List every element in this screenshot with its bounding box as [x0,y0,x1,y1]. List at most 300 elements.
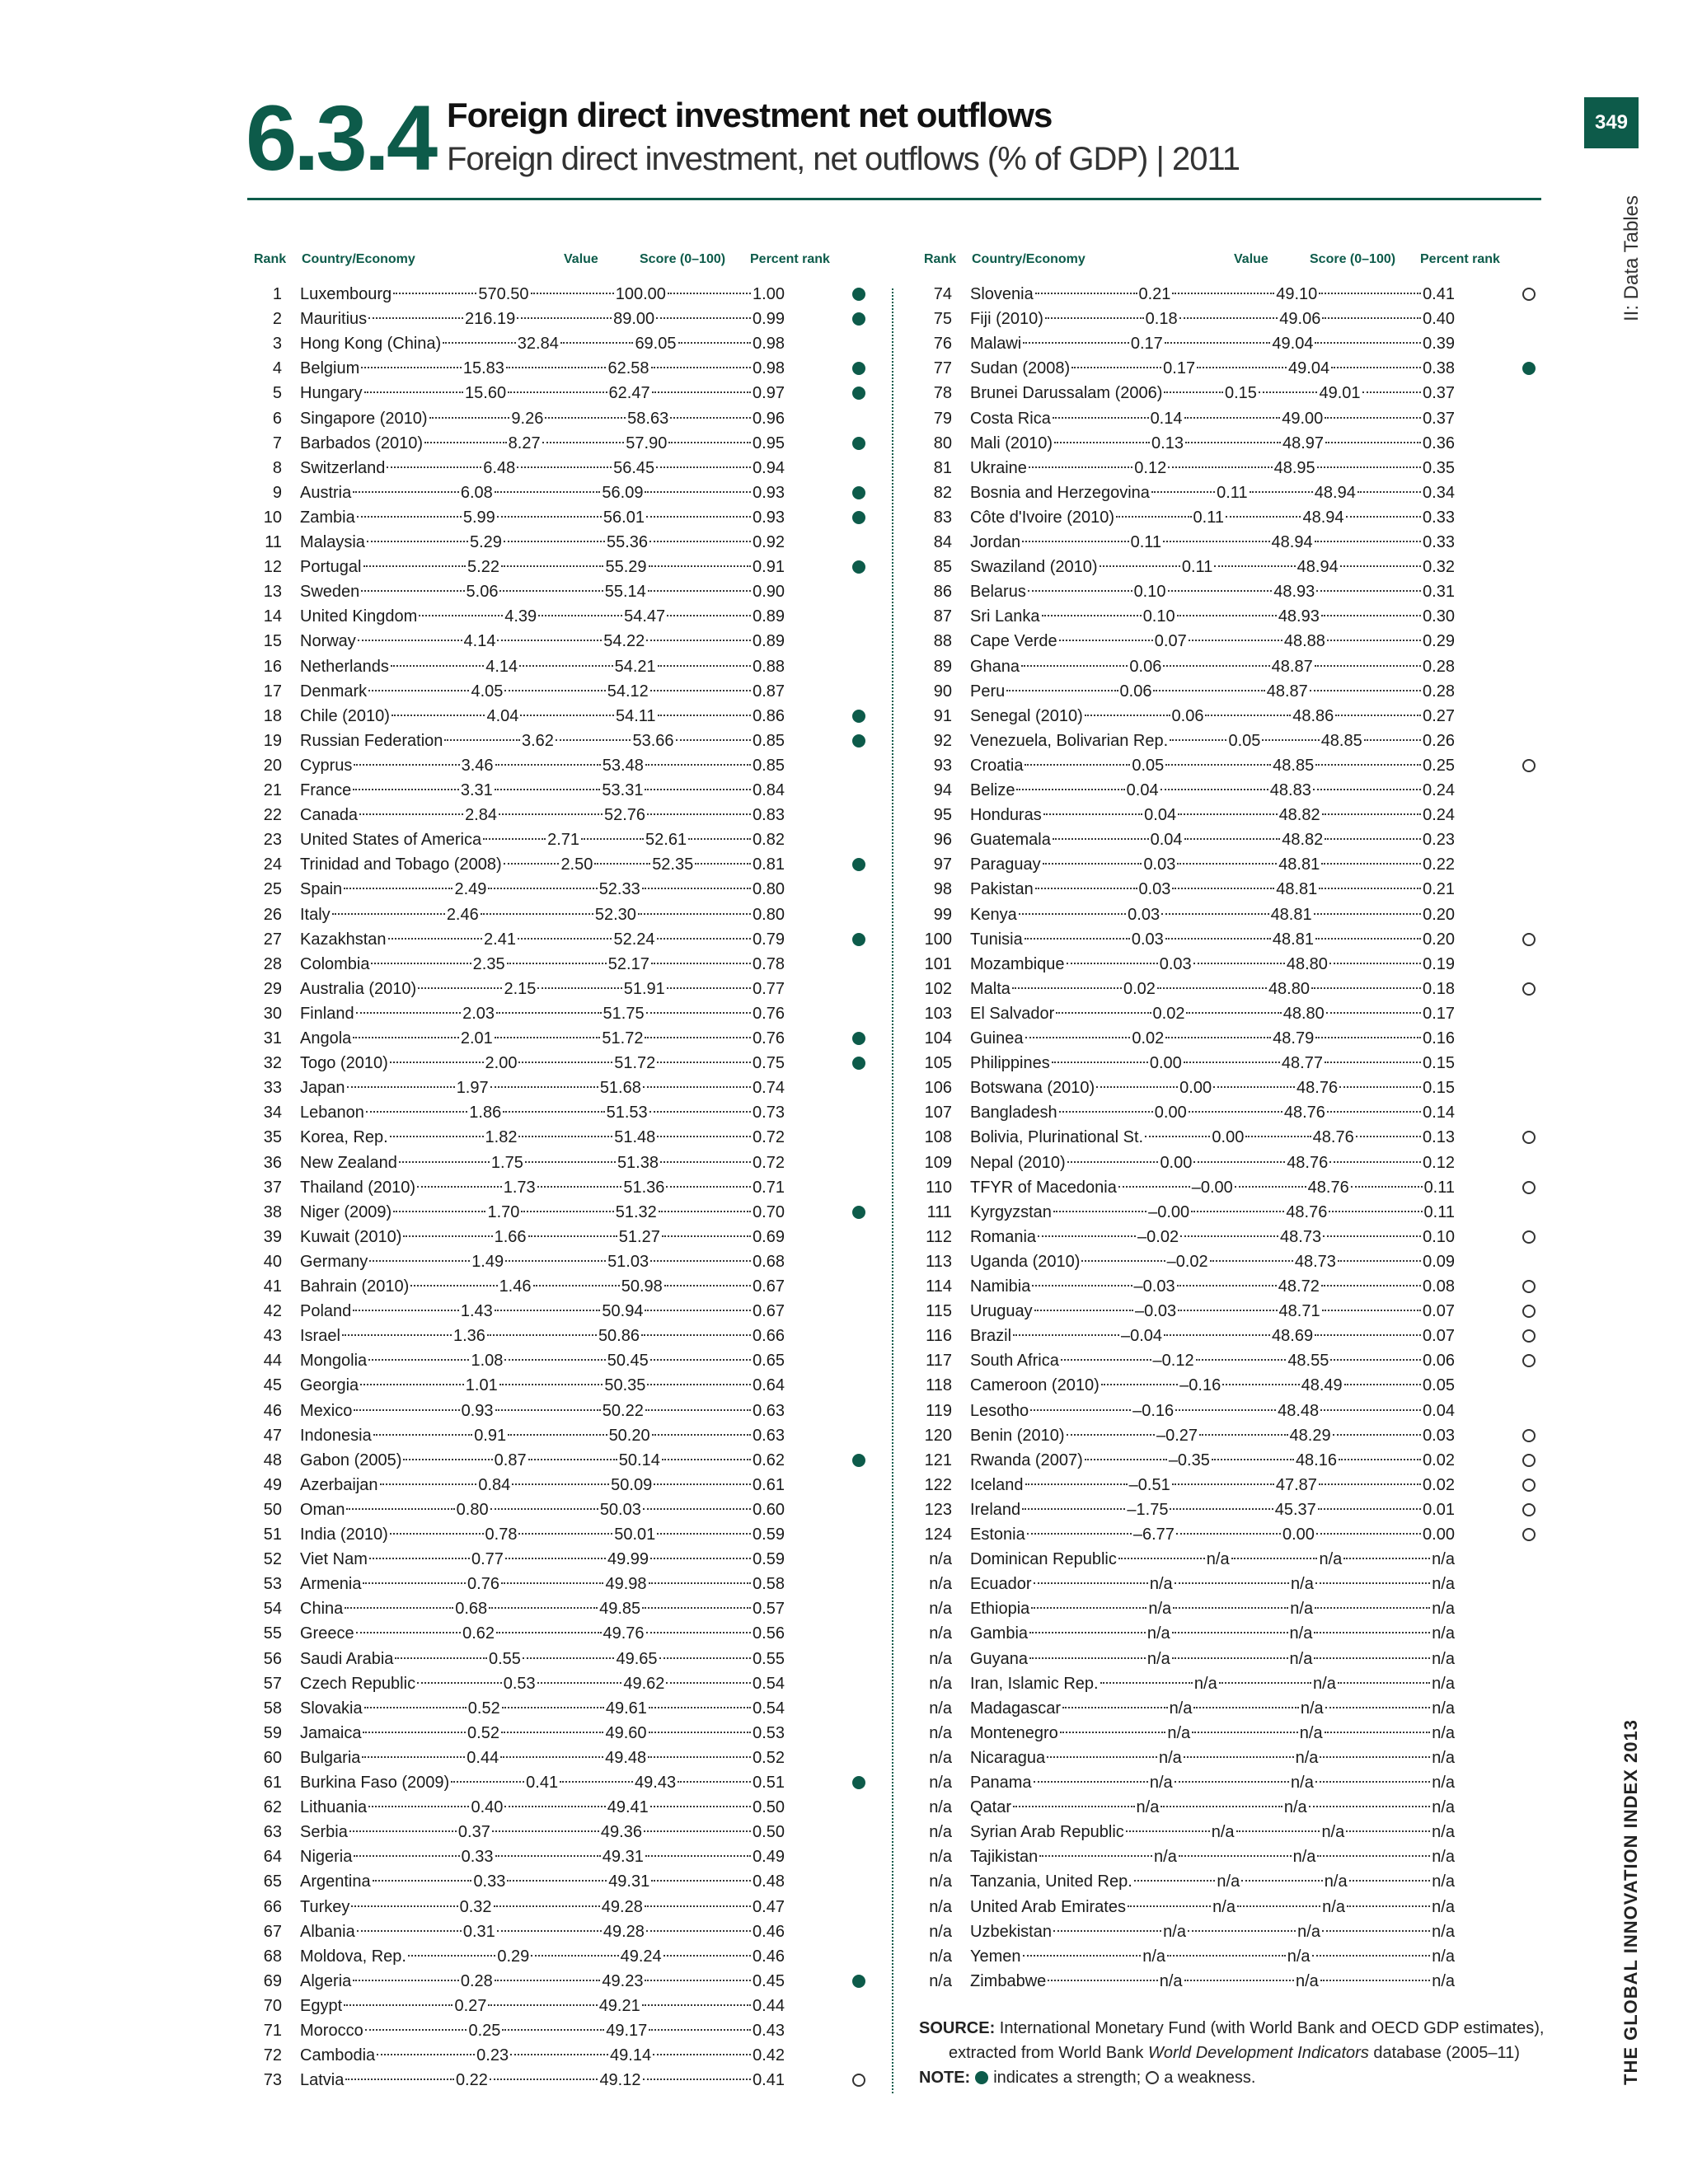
row-values [300,778,785,803]
rank-cell: 39 [263,1227,282,1246]
country-cell: Trinidad and Tobago (2008) [300,852,502,877]
leader-dots [1172,1632,1288,1633]
table-row [917,307,1577,331]
country-cell: Tajikistan [970,1844,1038,1869]
score-cell: 52.76 [604,806,646,825]
table-row [917,579,1577,604]
percent-rank-cell: 0.46 [753,1947,785,1966]
score-cell: 49.04 [1288,359,1330,378]
rank-cell: 44 [263,1352,282,1371]
rank-cell: 21 [263,781,282,799]
country-cell: Georgia [300,1373,359,1398]
leader-dots [1031,1607,1146,1609]
value-cell: 4.39 [504,607,537,626]
percent-rank-cell: 0.83 [753,806,785,825]
col-score-header: Score (0–100) [1310,252,1396,266]
score-cell: 49.06 [1279,310,1321,329]
percent-rank-cell: 0.44 [753,1996,785,2015]
percent-rank-cell: 0.41 [1423,285,1455,303]
percent-rank-cell: 0.13 [1423,1128,1455,1147]
score-cell: 50.35 [604,1376,646,1395]
table-row [247,1696,907,1721]
percent-rank-cell: n/a [1432,1748,1455,1767]
value-cell: 0.76 [467,1575,499,1594]
row-values [970,1448,1455,1473]
leader-dots [520,715,614,716]
score-cell: n/a [1299,1723,1323,1742]
country-cell: Indonesia [300,1423,372,1448]
country-cell: Malta [970,977,1010,1001]
country-cell: Luxembourg [300,282,392,307]
value-cell: –0.35 [1168,1451,1210,1469]
country-cell: Chile (2010) [300,704,390,729]
table-row [247,331,907,356]
score-cell: 50.45 [607,1352,649,1371]
table-row [247,654,907,679]
row-values [300,282,785,307]
leader-dots [505,1558,606,1559]
score-cell: 48.81 [1272,930,1314,949]
table-row [247,579,907,604]
table-row [247,1671,907,1696]
value-cell: 0.03 [1159,954,1192,973]
table-row [917,778,1577,803]
percent-rank-cell: 0.66 [753,1327,785,1346]
leader-dots [1006,690,1118,691]
country-cell: Armenia [300,1572,361,1596]
row-values [970,282,1455,307]
page-subtitle: Foreign direct investment, net outflows (% of GDP) | 2011 [447,141,1240,177]
leader-dots [1059,1111,1153,1113]
country-cell: Moldova, Rep. [300,1944,406,1969]
rank-cell: 1 [272,285,282,303]
score-cell: 50.01 [614,1526,656,1544]
value-cell: –0.03 [1135,1302,1177,1321]
country-cell: Switzerland [300,456,385,480]
table-row [917,1621,1577,1646]
leader-dots [1118,1186,1190,1188]
table-row [917,1225,1577,1249]
leader-dots [1096,1086,1178,1088]
score-cell: 48.80 [1268,979,1310,998]
table-row [247,1001,907,1026]
value-cell: –0.00 [1148,1202,1190,1221]
rank-cell: 24 [263,855,282,874]
rank-cell: 94 [933,781,952,799]
rank-cell: 12 [263,558,282,577]
table-row [247,1473,907,1497]
percent-rank-cell: 0.76 [753,1029,785,1047]
table-row [917,1721,1577,1746]
row-values [970,480,1455,505]
percent-rank-cell: 0.42 [753,2046,785,2065]
row-values [300,406,785,431]
leader-dots [363,565,467,567]
leader-dots [487,1334,597,1336]
value-cell: –6.77 [1132,1526,1175,1544]
value-cell: 2.00 [485,1054,518,1073]
country-cell: South Africa [970,1348,1059,1373]
leader-dots [537,987,621,989]
country-cell: Bangladesh [970,1100,1057,1125]
leader-dots [1338,1260,1421,1262]
leader-dots [506,367,607,368]
leader-dots [393,1211,485,1212]
table-row [247,1647,907,1671]
table-row [247,406,907,431]
leader-dots [443,342,516,344]
table-row [917,1795,1577,1820]
leader-dots [504,690,605,691]
leader-dots [390,1533,484,1535]
rank-cell: 10 [263,508,282,527]
rank-cell: 120 [924,1426,952,1445]
score-cell: 49.85 [599,1600,641,1619]
rank-cell: 58 [263,1699,282,1718]
table-row [917,1696,1577,1721]
row-values [300,1399,785,1423]
score-cell: 56.45 [613,458,655,477]
score-cell: 48.16 [1295,1451,1337,1469]
country-cell: Latvia [300,2068,344,2093]
table-row [247,1249,907,1274]
leader-dots [650,690,751,691]
country-cell: Barbados (2010) [300,431,423,456]
leader-dots [1322,1310,1421,1311]
value-cell: 15.83 [462,359,504,378]
value-cell: 2.46 [446,905,479,924]
table-row [917,1522,1577,1547]
score-cell: 48.93 [1278,607,1320,626]
row-values [300,1572,785,1596]
country-cell: Bulgaria [300,1746,360,1770]
leader-dots [1188,1930,1296,1932]
percent-rank-cell: 0.30 [1423,607,1455,626]
leader-dots [1322,1930,1430,1932]
leader-dots [646,1012,751,1014]
score-cell: 53.66 [632,731,674,750]
leader-dots [495,491,601,493]
rank-cell: 47 [263,1426,282,1445]
leader-dots [1184,838,1281,840]
percent-rank-cell: 0.54 [753,1674,785,1693]
row-values [300,1621,785,1646]
leader-dots [502,1707,604,1708]
leader-dots [1167,1955,1286,1957]
leader-dots [556,739,631,741]
weakness-circle-icon [1522,1131,1536,1144]
table-row [247,1746,907,1770]
score-cell: 49.21 [598,1996,640,2015]
leader-dots [1356,1136,1421,1137]
rank-cell: 109 [924,1153,952,1172]
table-row [917,1869,1577,1894]
score-cell: 62.47 [608,384,650,403]
country-cell: Morocco [300,2018,363,2043]
row-values [970,1249,1455,1274]
score-cell: 48.97 [1282,434,1325,452]
value-cell: 0.10 [1133,583,1166,602]
score-cell: n/a [1297,1922,1320,1941]
leader-dots [657,1136,751,1137]
country-cell: Gabon (2005) [300,1448,401,1473]
table-row [917,1647,1577,1671]
percent-rank-cell: 0.75 [753,1054,785,1073]
rank-cell: 69 [263,1971,282,1990]
leader-dots [1029,466,1132,468]
leader-dots [1038,1235,1136,1237]
source-note-line2 [919,2041,1562,2065]
strength-dot-icon [852,437,865,450]
rank-cell: 103 [924,1004,952,1023]
score-cell: 56.09 [602,483,644,502]
weakness-circle-icon [1522,759,1536,772]
table-row [247,1225,907,1249]
rank-cell: 98 [933,880,952,899]
country-cell: Zambia [300,505,355,530]
leader-dots [1325,1732,1431,1733]
leader-dots [361,367,462,368]
value-cell: 0.91 [474,1426,507,1445]
score-cell: 50.03 [599,1500,641,1519]
leader-dots [497,640,602,641]
country-cell: Sri Lanka [970,604,1040,629]
percent-rank-cell: 0.97 [753,384,785,403]
row-values [970,1820,1455,1844]
country-cell: Ghana [970,654,1020,679]
percent-rank-cell: 0.24 [1423,806,1456,825]
legend-note [919,2065,1562,2090]
score-cell: 49.61 [605,1699,647,1718]
table-row [917,877,1577,902]
leader-dots [646,516,751,518]
country-cell: Azerbaijan [300,1473,378,1497]
value-cell: 1.46 [499,1277,532,1296]
score-cell: 48.82 [1278,806,1320,825]
value-cell: 5.22 [467,558,499,577]
percent-rank-cell: 0.63 [753,1401,785,1420]
leader-dots [501,565,604,567]
table-row [247,530,907,555]
leader-dots [418,987,502,989]
country-cell: Togo (2010) [300,1051,388,1076]
percent-rank-cell: 0.09 [1423,1252,1456,1271]
leader-dots [643,1508,751,1510]
leader-dots [1331,367,1421,368]
leader-dots [1022,1508,1125,1510]
value-cell: 0.21 [1138,285,1171,303]
country-cell: Pakistan [970,877,1034,902]
table-row [247,1175,907,1200]
leader-dots [658,665,751,667]
row-values [970,803,1455,827]
strength-dot-icon [852,734,865,748]
country-cell: Kyrgyzstan [970,1200,1052,1225]
table-row [917,1895,1577,1919]
leader-dots [504,863,560,865]
row-values [970,877,1455,902]
table-row [247,555,907,579]
value-cell: 2.84 [465,806,497,825]
country-cell: Malawi [970,331,1021,356]
score-cell: 49.04 [1272,335,1314,354]
table-row [247,1522,907,1547]
leader-dots [1197,367,1287,368]
score-cell: 48.93 [1273,583,1315,602]
percent-rank-cell: 0.08 [1423,1277,1455,1296]
table-row [247,827,907,852]
rank-cell: n/a [929,1748,952,1767]
value-cell: 0.00 [1160,1153,1193,1172]
rank-cell: 22 [263,806,282,825]
table-row [917,1373,1577,1398]
score-cell: 47.87 [1275,1475,1317,1494]
value-cell: 0.27 [454,1996,487,2015]
row-values [300,1944,785,1969]
leader-dots [1053,838,1149,840]
leader-dots [500,1756,603,1758]
score-cell: 49.14 [610,2046,652,2065]
country-cell: Egypt [300,1994,342,2018]
country-cell: Netherlands [300,654,389,679]
score-cell: 48.79 [1273,1029,1315,1047]
row-values [970,852,1455,877]
country-cell: Honduras [970,803,1042,827]
leader-dots [1128,1905,1211,1907]
table-row [917,356,1577,381]
percent-rank-cell: 0.01 [1423,1500,1456,1519]
country-cell: Cameroon (2010) [970,1373,1100,1398]
table-row [917,505,1577,530]
leader-dots [657,1062,751,1063]
rank-cell: 7 [272,434,282,452]
row-values [300,654,785,679]
row-values [970,406,1455,431]
leader-dots [1016,789,1124,790]
percent-rank-cell: 0.48 [753,1872,785,1891]
value-cell: 0.40 [471,1798,504,1817]
value-cell: 0.18 [1145,310,1178,329]
leader-dots [499,590,603,592]
rank-cell: 106 [924,1079,952,1098]
country-cell: Cape Verde [970,629,1057,654]
score-cell: 51.27 [618,1227,660,1246]
country-cell: Uruguay [970,1299,1033,1324]
percent-rank-cell: 0.58 [753,1575,785,1594]
leader-dots [1315,1037,1421,1038]
value-cell: 0.03 [1128,905,1160,924]
row-values [970,1151,1455,1175]
value-cell: n/a [1159,1971,1183,1990]
leader-dots [504,541,605,542]
leader-dots [1193,1161,1285,1163]
weakness-circle-icon [1522,288,1536,301]
leader-dots [1315,1607,1430,1609]
value-cell: 5.06 [466,583,499,602]
country-cell: Fiji (2010) [970,307,1043,331]
leader-dots [364,1707,467,1708]
leader-dots [642,2004,751,2006]
leader-dots [1168,466,1272,468]
leader-dots [1312,1955,1431,1957]
leader-dots [1161,913,1268,915]
score-cell: 50.14 [618,1451,660,1469]
row-values [970,307,1455,331]
value-cell: n/a [1149,1575,1173,1594]
score-cell: 49.36 [600,1823,642,1842]
leader-dots [1362,391,1422,393]
value-cell: n/a [1148,1600,1172,1619]
leader-dots [642,888,751,889]
table-row [247,1721,907,1746]
leader-dots [1346,516,1422,518]
rank-cell: 84 [933,533,952,551]
table-row [917,902,1577,927]
rank-cell: 112 [926,1227,952,1246]
value-cell: 0.00 [1154,1104,1187,1122]
table-row [247,1770,907,1795]
table-row [247,1076,907,1100]
row-values [300,1671,785,1696]
country-cell: Kazakhstan [300,927,387,952]
score-cell: 58.63 [627,409,669,428]
percent-rank-cell: 0.28 [1423,657,1455,676]
country-cell: Japan [300,1076,345,1100]
leader-dots [1012,987,1122,989]
value-cell: 0.02 [1123,979,1156,998]
percent-rank-cell: n/a [1432,1798,1456,1817]
score-cell: 48.49 [1301,1376,1343,1395]
rank-cell: 70 [263,1996,282,2015]
percent-rank-cell: 0.11 [1423,1202,1455,1221]
table-row [917,381,1577,405]
country-cell: New Zealand [300,1151,397,1175]
leader-dots [654,1483,751,1485]
country-cell: Russian Federation [300,729,443,753]
country-cell: China [300,1596,343,1621]
value-cell: 0.52 [467,1723,499,1742]
percent-rank-cell: 1.00 [753,285,785,303]
row-values [300,1249,785,1274]
leader-dots [1333,1434,1421,1436]
leader-dots [353,789,459,790]
col-percent-rank-header: Percent rank [1420,252,1500,266]
leader-dots [1325,417,1421,419]
country-cell: Bolivia, Plurinational St. [970,1125,1143,1150]
leader-dots [1025,764,1130,766]
value-cell: n/a [1163,1922,1186,1941]
leader-dots [1126,1830,1210,1832]
leader-dots [1330,1359,1421,1361]
leader-dots [1196,1359,1287,1361]
leader-dots [1315,541,1421,542]
rank-cell: 122 [924,1475,952,1494]
rank-cell: 25 [263,880,282,899]
leader-dots [1013,1334,1119,1336]
value-cell: 0.11 [1181,558,1213,577]
table-row [247,902,907,927]
country-cell: Greece [300,1621,354,1646]
leader-dots [1210,1260,1293,1262]
leader-dots [1170,1508,1273,1510]
row-values [300,902,785,927]
table-row [917,1299,1577,1324]
value-cell: 0.04 [1126,781,1159,799]
row-values [300,1448,785,1473]
leader-dots [1320,1756,1430,1758]
leader-dots [1245,1136,1311,1137]
leader-dots [1325,1707,1431,1708]
